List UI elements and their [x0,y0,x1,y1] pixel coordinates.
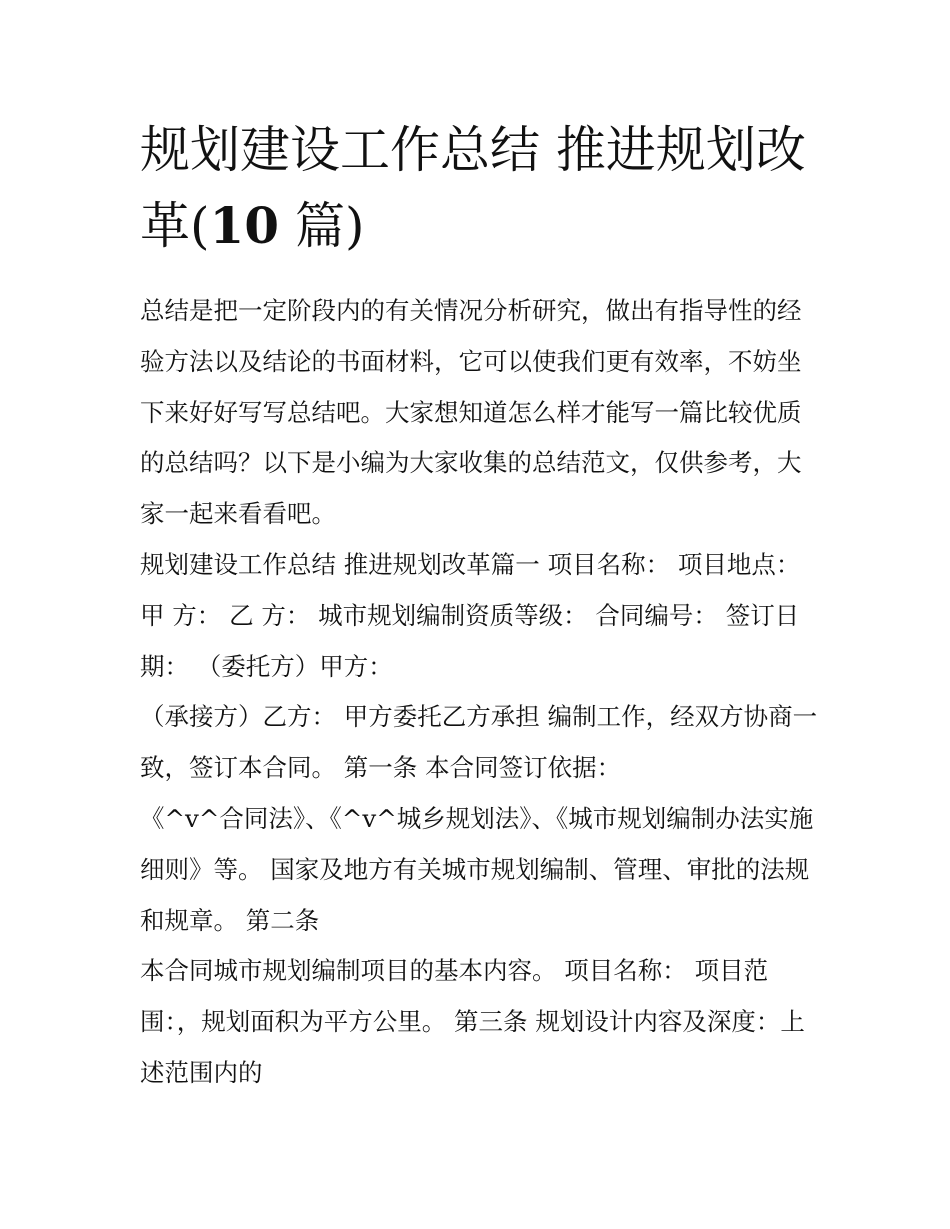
title-line-2-suffix: 篇) [279,197,365,255]
title-line-2-number: 10 [209,196,280,255]
document-body [140,112,820,1099]
intro-paragraph: 总结是把一定阶段内的有关情况分析研究，做出有指导性的经验方法以及结论的书面材料，它可以使我们更有效率，不妨坐下来好好写写总结吧。大家想知道怎么样才能写一篇比较优质的总结吗？以下是小编为大家收集的总结范文，仅供参考，大家一起来看看吧。 [140,296,802,529]
project-content-paragraph: 本合同城市规划编制项目的基本内容。 项目名称： 项目范围：，规划面积为平方公里。 第三条 规划设计内容及深度：上述范围内的 [140,956,805,1087]
legal-basis-paragraph: 《^v^合同法》、《^v^城乡规划法》、《城市规划编制办法实施细则》等。 国家及地方有关城市规划编制、管理、审批的法规和规章。 第二条 [140,803,814,935]
document-title [140,112,820,264]
contract-header-paragraph: 规划建设工作总结 推进规划改革篇一 项目名称： 项目地点： 甲 方： 乙 方： 城市规划编制资质等级： 合同编号： 签订日期： （委托方）甲方： [140,549,801,681]
title-line-1: 规划建设工作总结 推进规划改 [140,121,806,179]
title-line-2-prefix: 革( [140,197,210,255]
contractor-paragraph: （承接方）乙方： 甲方委托乙方承担 编制工作，经双方协商一致，签订本合同。 第一条 本合同签订依据： [140,702,818,783]
